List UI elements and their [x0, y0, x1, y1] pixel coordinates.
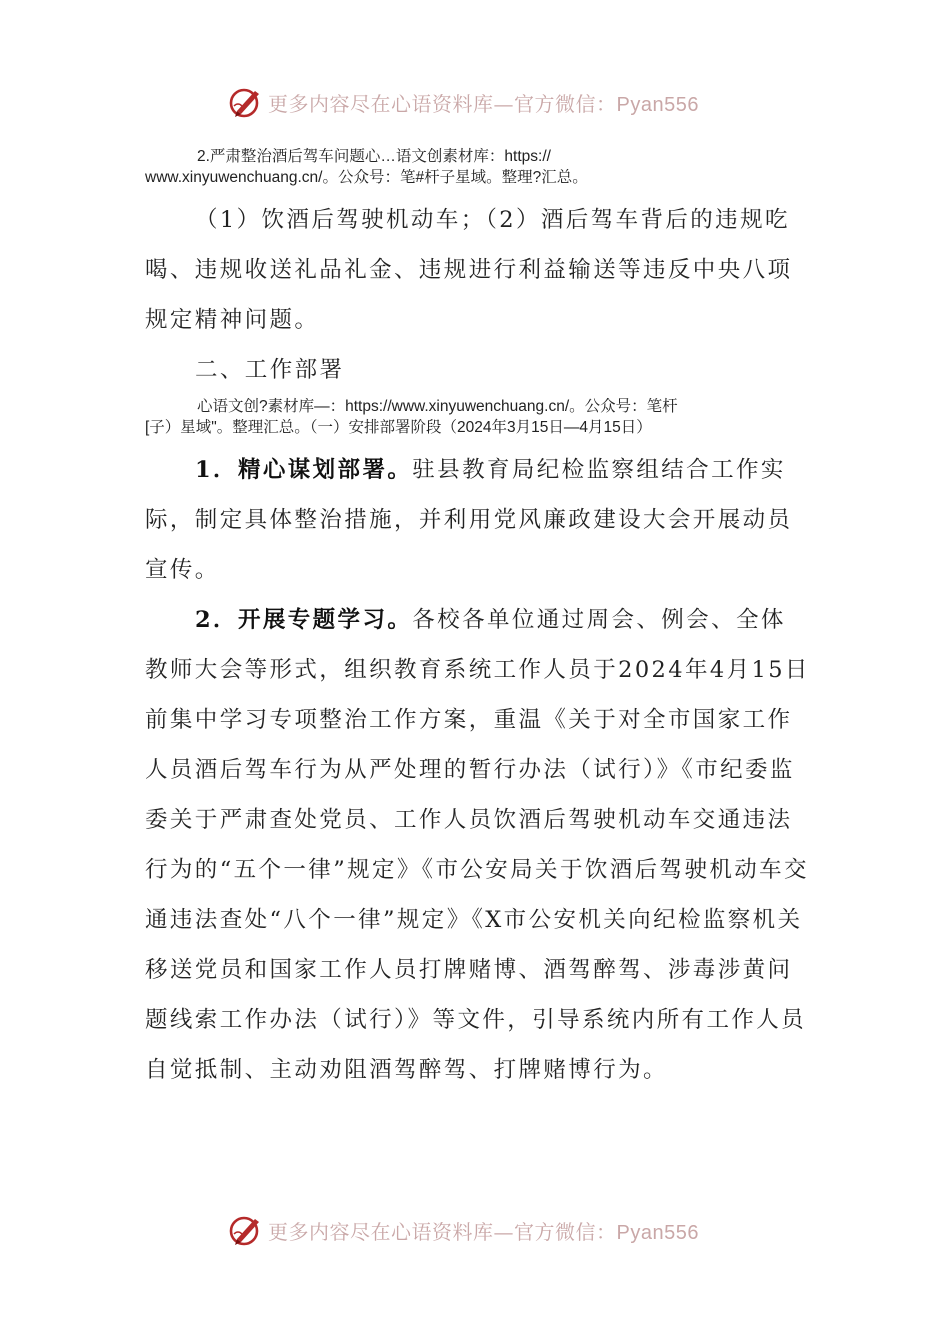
main-text-1 [145, 195, 810, 395]
wechat-id: Pyan556 [616, 93, 699, 116]
footer-banner [228, 1210, 748, 1250]
banner-slogan: 更多内容尽在心语资料库—官方微信：Pyan556 [268, 1219, 699, 1244]
source-note-2-line1: 心语文创?素材库—：https://www.xinyuwenchuang.cn/。公众号：笔杆 [197, 398, 678, 415]
item-2 [145, 595, 810, 1095]
item-1-title: 1．精心谋划部署。 [195, 457, 413, 483]
item-2-title: 2．开展专题学习。 [195, 607, 413, 633]
item-1 [145, 445, 810, 595]
pen-logo-icon [228, 1212, 264, 1248]
source-note-2 [145, 396, 805, 438]
item-2-text: 各校各单位通过周会、例会、全体教师大会等形式，组织教育系统工作人员于2024年4月15日前集中学习专项整治工作方案，重温《关于对全市国家工作人员酒后驾车行为从严处理的暂行办法（试行）》《市纪委监委关于严肃查处党员、工作人员饮酒后驾驶机动车交通违法行为的“五个一律”规定》《市公安局关于饮酒后驾驶机动车交通违法查处“八个一律”规定》《X市公安机关向纪检监察机关移送党员和国家工作人员打牌赌博、酒驾醉驾、涉毒涉黄问题线索工作办法（试行）》等文件，引导系统内所有工作人员自觉抵制、主动劝阻酒驾醉驾、打牌赌博行为。 [145, 607, 810, 1083]
main-text-2 [145, 445, 810, 1095]
item-1-text: 驻县教育局纪检监察组结合工作实际，制定具体整治措施，并利用党风廉政建设大会开展动员宣传。 [145, 457, 793, 583]
source-note-1 [145, 146, 805, 188]
section-heading-2: 二、工作部署 [195, 357, 345, 383]
para-violations: （1）饮酒后驾驶机动车；（2）酒后驾车背后的违规吃喝、违规收送礼品礼金、违规进行利益输送等违反中央八项规定精神问题。 [145, 207, 793, 333]
source-note-2-line2: [子）星域"。整理汇总。（一）安排部署阶段（2024年3月15日—4月15日） [145, 419, 652, 436]
banner-slogan: 更多内容尽在心语资料库—官方微信：Pyan556 [268, 91, 699, 116]
wechat-id: Pyan556 [616, 1221, 699, 1244]
source-note-1-line2: www.xinyuwenchuang.cn/。公众号：笔#杆子星域。整理?汇总。 [145, 169, 588, 186]
header-banner [228, 82, 748, 122]
source-note-1-line1: 2.严肃整治酒后驾车问题心…语文创素材库：https:// [197, 148, 551, 165]
pen-logo-icon [228, 84, 264, 120]
